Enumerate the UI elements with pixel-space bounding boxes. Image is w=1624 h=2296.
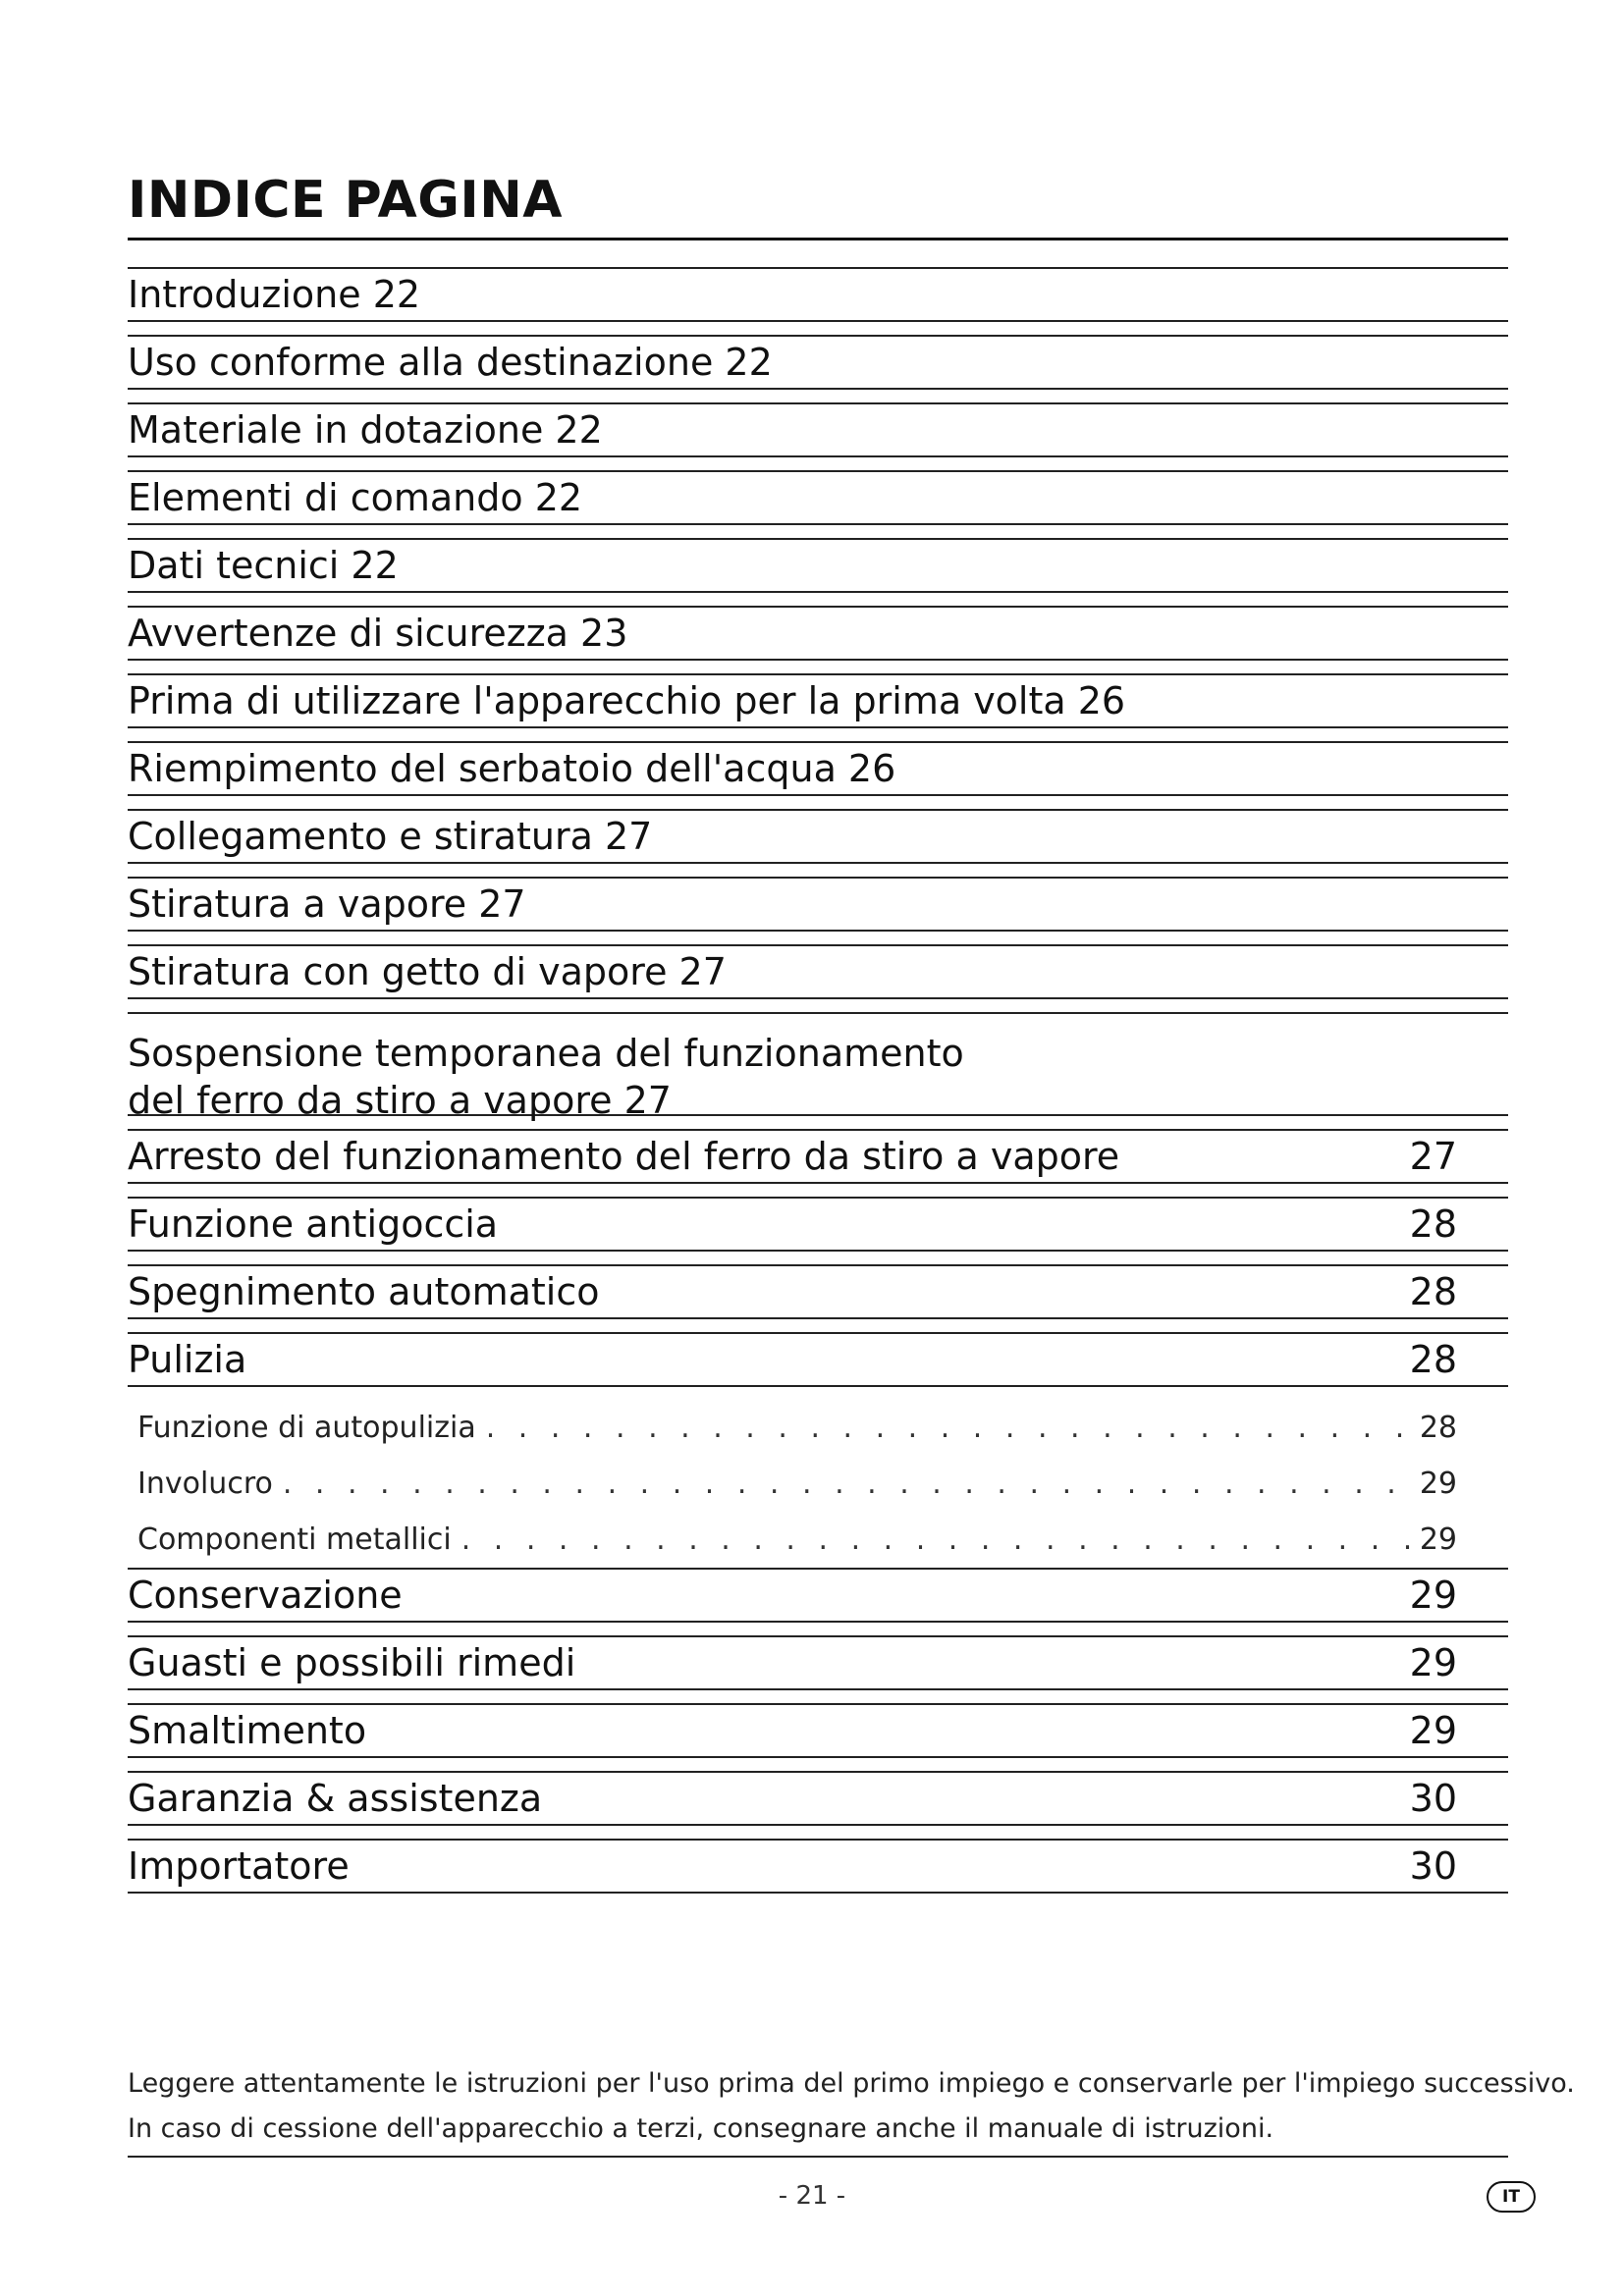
- toc-entry-title: Prima di utilizzare l'apparecchio per la prima volta 26: [128, 679, 1126, 722]
- toc-entry-title: Stiratura con getto di vapore 27: [128, 950, 727, 993]
- toc-entry-page: 28: [1409, 1270, 1457, 1313]
- toc-entry-title: Collegamento e stiratura 27: [128, 815, 653, 858]
- toc-entry[interactable]: [128, 877, 1508, 932]
- toc-entry-page: 29: [1409, 1574, 1457, 1617]
- toc-entry[interactable]: [128, 335, 1508, 390]
- toc-subitem[interactable]: [137, 1400, 1457, 1456]
- heading-rule: [128, 238, 1508, 240]
- dot-leader: [486, 1400, 1420, 1456]
- usage-note-line1: Leggere attentamente le istruzioni per l'uso prima del primo impiego e conservarle per l'impiego successivo.: [128, 2068, 1575, 2099]
- usage-note-line2: In caso di cessione dell'apparecchio a terzi, consegnare anche il manuale di istruzioni.: [128, 2113, 1274, 2144]
- toc-entry[interactable]: [128, 1197, 1508, 1252]
- toc-entry-page: 28: [1409, 1202, 1457, 1246]
- toc-entry-title-line2: del ferro da stiro a vapore 27: [128, 1079, 672, 1122]
- toc-entry-title: Uso conforme alla destinazione 22: [128, 341, 773, 384]
- toc-subitem-title: Componenti metallici: [137, 1522, 452, 1557]
- toc-subitem-page: 29: [1419, 1467, 1457, 1501]
- toc-entry[interactable]: [128, 1012, 1508, 1122]
- toc-entry[interactable]: [128, 402, 1508, 457]
- toc-entry-page: 30: [1409, 1844, 1457, 1888]
- footer-rule: [128, 2156, 1508, 2158]
- toc-entry[interactable]: [128, 1129, 1508, 1184]
- toc-entry-title: Introduzione 22: [128, 273, 421, 316]
- toc-entry-title: Guasti e possibili rimedi: [128, 1641, 576, 1684]
- toc-entry-page: 30: [1409, 1777, 1457, 1820]
- toc-entry[interactable]: [128, 1771, 1508, 1826]
- toc-subitem-page: 28: [1419, 1411, 1457, 1445]
- toc-entry-title: Avvertenze di sicurezza 23: [128, 612, 628, 655]
- page-title: INDICE PAGINA: [128, 171, 564, 230]
- dot-leader: [283, 1456, 1420, 1512]
- toc-entry[interactable]: [128, 809, 1508, 864]
- toc-sublist: [128, 1400, 1508, 1568]
- toc-subitem-title: Involucro: [137, 1467, 273, 1501]
- toc-entry-page: 29: [1409, 1641, 1457, 1684]
- toc-entry-title: Conservazione: [128, 1574, 403, 1617]
- dot-leader: [461, 1512, 1420, 1568]
- table-of-contents: [128, 267, 1508, 1906]
- toc-subitem[interactable]: [137, 1512, 1457, 1568]
- usage-note: [128, 2061, 1575, 2152]
- toc-entry[interactable]: [128, 1839, 1508, 1894]
- language-badge: IT: [1487, 2181, 1536, 2213]
- toc-entry[interactable]: [128, 1635, 1508, 1690]
- toc-entry[interactable]: [128, 1703, 1508, 1758]
- toc-entry-title: Funzione antigoccia: [128, 1202, 499, 1246]
- toc-entry[interactable]: [128, 1332, 1508, 1387]
- toc-entry-title: Arresto del funzionamento del ferro da stiro a vapore: [128, 1135, 1120, 1178]
- toc-subitem[interactable]: [137, 1456, 1457, 1512]
- toc-entry-title: Spegnimento automatico: [128, 1270, 600, 1313]
- toc-entry-title: Dati tecnici 22: [128, 544, 399, 587]
- toc-entry-title: Riempimento del serbatoio dell'acqua 26: [128, 747, 896, 790]
- toc-entry[interactable]: [128, 267, 1508, 322]
- toc-entry-page: 28: [1409, 1338, 1457, 1381]
- toc-entry-page: 29: [1409, 1709, 1457, 1752]
- toc-entry[interactable]: [128, 673, 1508, 728]
- toc-entry[interactable]: [128, 741, 1508, 796]
- toc-entry[interactable]: [128, 944, 1508, 999]
- toc-entry[interactable]: [128, 606, 1508, 661]
- toc-entry-title: Smaltimento: [128, 1709, 367, 1752]
- toc-subitem-title: Funzione di autopulizia: [137, 1411, 476, 1445]
- toc-entry-title: Elementi di comando 22: [128, 476, 583, 519]
- page-number: - 21 -: [778, 2181, 846, 2211]
- toc-entry-title: Stiratura a vapore 27: [128, 882, 526, 926]
- toc-entry-title: Importatore: [128, 1844, 350, 1888]
- toc-entry-title: Materiale in dotazione 22: [128, 408, 603, 452]
- toc-entry-title: Garanzia & assistenza: [128, 1777, 543, 1820]
- toc-entry-title: Pulizia: [128, 1338, 247, 1381]
- toc-entry-title: [128, 1030, 1369, 1124]
- toc-entry[interactable]: [128, 1568, 1508, 1623]
- toc-entry[interactable]: [128, 538, 1508, 593]
- toc-entry[interactable]: [128, 470, 1508, 525]
- toc-entry-title-line1: Sospensione temporanea del funzionamento: [128, 1032, 964, 1075]
- toc-entry-page: 27: [1409, 1135, 1457, 1178]
- toc-subitem-page: 29: [1419, 1522, 1457, 1557]
- toc-entry[interactable]: [128, 1264, 1508, 1319]
